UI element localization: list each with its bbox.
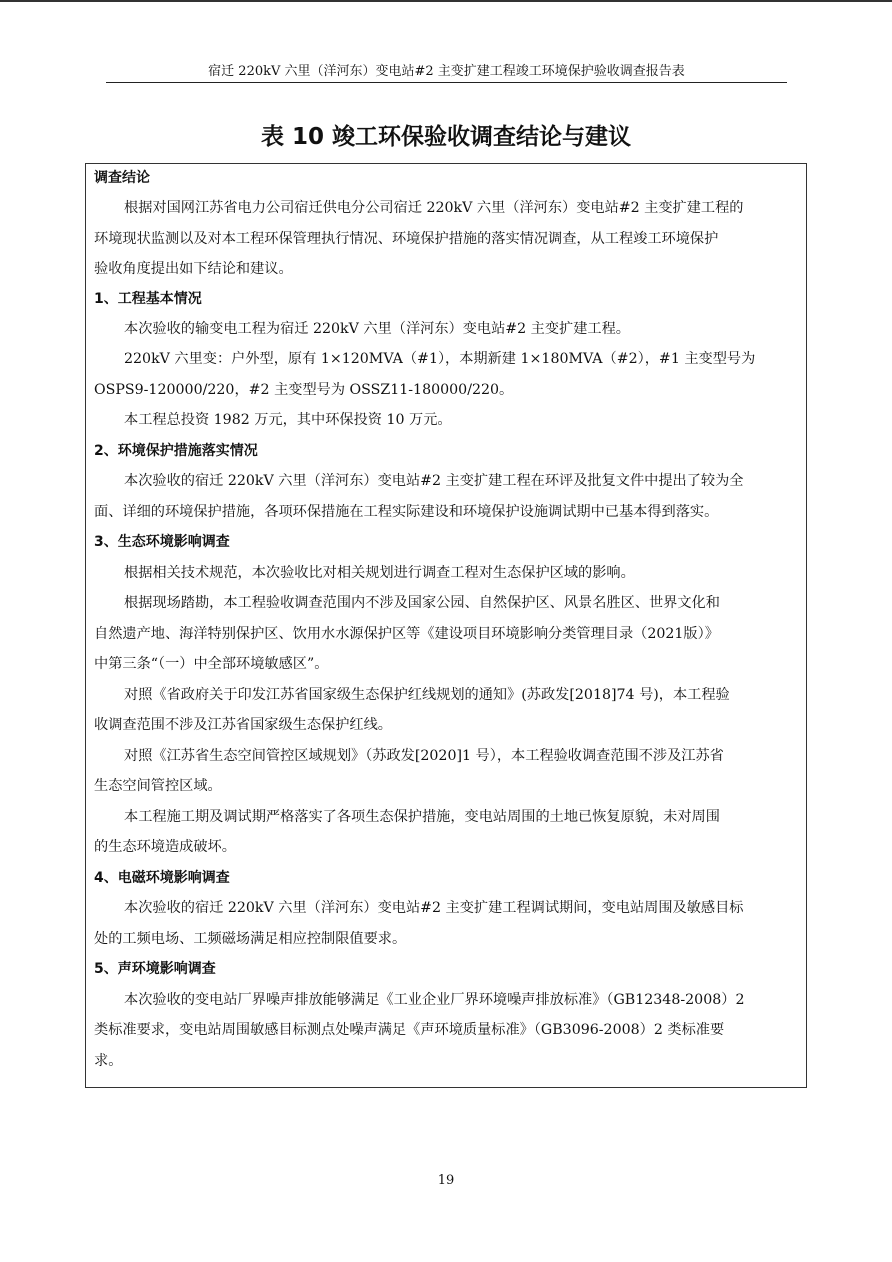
section-heading-3: 3、生态环境影响调查 <box>94 534 230 550</box>
section-heading-4: 4、电磁环境影响调查 <box>94 870 230 886</box>
section-heading-conclusion: 调查结论 <box>94 170 150 186</box>
paragraph-line: 收调查范围不涉及江苏省国家级生态保护红线。 <box>94 717 392 733</box>
paragraph-line: 处的工频电场、工频磁场满足相应控制限值要求。 <box>94 931 407 947</box>
page-top-border <box>0 0 892 2</box>
paragraph-line: 环境现状监测以及对本工程环保管理执行情况、环境保护措施的落实情况调查，从工程竣工环境保护 <box>94 231 719 247</box>
paragraph-line: 中第三条“（一）中全部环境敏感区”。 <box>94 656 329 672</box>
paragraph-line: 求。 <box>94 1053 123 1069</box>
paragraph-line: 根据现场踏勘，本工程验收调查范围内不涉及国家公园、自然保护区、风景名胜区、世界文化和 <box>124 595 720 611</box>
section-heading-2: 2、环境保护措施落实情况 <box>94 443 258 459</box>
paragraph-line: 根据相关技术规范，本次验收比对相关规划进行调查工程对生态保护区域的影响。 <box>124 565 635 581</box>
header-rule <box>106 82 787 83</box>
paragraph-line: 对照《省政府关于印发江苏省国家级生态保护红线规划的通知》(苏政发[2018]74 号)，本工程验 <box>124 687 730 703</box>
paragraph-line: 本次验收的变电站厂界噪声排放能够满足《工业企业厂界环境噪声排放标准》（GB12348-2008）2 <box>124 992 745 1008</box>
paragraph-line: 本工程施工期及调试期严格落实了各项生态保护措施，变电站周围的土地已恢复原貌，未对周围 <box>124 809 720 825</box>
paragraph-line: 自然遗产地、海洋特别保护区、饮用水水源保护区等《建设项目环境影响分类管理目录（2021版）》 <box>94 626 719 642</box>
paragraph-line: 本次验收的输变电工程为宿迁 220kV 六里（洋河东）变电站#2 主变扩建工程。 <box>124 321 630 337</box>
paragraph-line: 生态空间管控区域。 <box>94 778 222 794</box>
paragraph-line: 本工程总投资 1982 万元，其中环保投资 10 万元。 <box>124 412 452 428</box>
paragraph-line: 220kV 六里变：户外型，原有 1×120MVA（#1），本期新建 1×180MVA（#2），#1 主变型号为 <box>124 351 756 367</box>
running-header: 宿迁 220kV 六里（洋河东）变电站#2 主变扩建工程竣工环境保护验收调查报告表 <box>208 64 685 79</box>
paragraph-line: 的生态环境造成破坏。 <box>94 839 236 855</box>
paragraph-line: 对照《江苏省生态空间管控区域规划》（苏政发[2020]1 号），本工程验收调查范围不涉及江苏省 <box>124 748 724 764</box>
paragraph-line: OSPS9-120000/220，#2 主变型号为 OSSZ11-180000/220。 <box>94 382 514 398</box>
paragraph-line: 验收角度提出如下结论和建议。 <box>94 261 293 277</box>
paragraph-line: 类标准要求，变电站周围敏感目标测点处噪声满足《声环境质量标准》（GB3096-2008）2 类标准要 <box>94 1022 725 1038</box>
paragraph-line: 本次验收的宿迁 220kV 六里（洋河东）变电站#2 主变扩建工程调试期间，变电站周围及敏感目标 <box>124 900 744 916</box>
paragraph-line: 本次验收的宿迁 220kV 六里（洋河东）变电站#2 主变扩建工程在环评及批复文件中提出了较为全 <box>124 473 744 489</box>
page-number: 19 <box>437 1173 455 1188</box>
section-heading-1: 1、工程基本情况 <box>94 291 202 307</box>
section-heading-5: 5、声环境影响调查 <box>94 961 216 977</box>
paragraph-line: 面、详细的环境保护措施，各项环保措施在工程实际建设和环境保护设施调试期中已基本得到落实。 <box>94 504 719 520</box>
paragraph-line: 根据对国网江苏省电力公司宿迁供电分公司宿迁 220kV 六里（洋河东）变电站#2 主变扩建工程的 <box>124 200 744 216</box>
table-title: 表 10 竣工环保验收调查结论与建议 <box>260 124 632 150</box>
